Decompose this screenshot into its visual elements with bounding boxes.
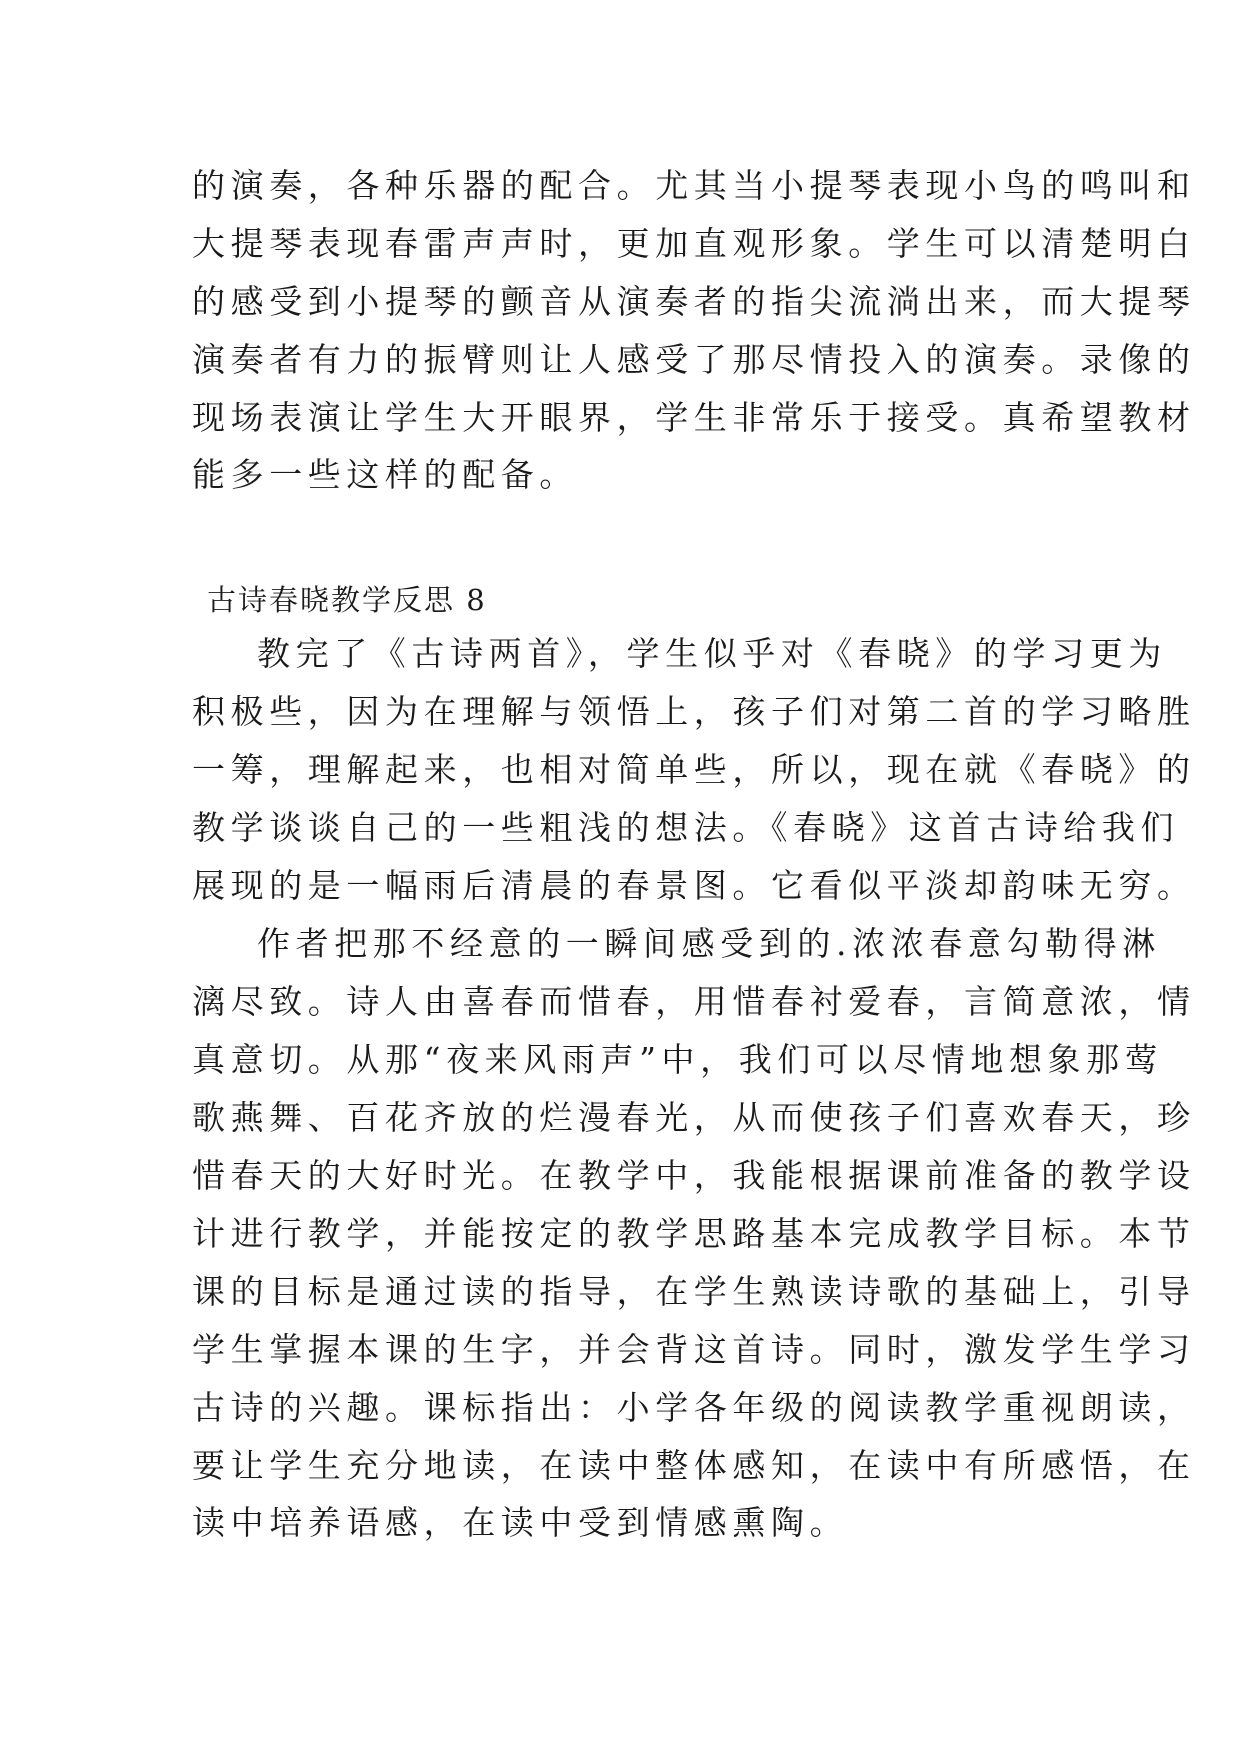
paragraph2-line-9: 古诗的兴趣。课标指出：小学各年级的阅读教学重视朗读，: [192, 1388, 1196, 1427]
paragraph1-line-1: 教完了《古诗两首》，学生似乎对《春晓》的学习更为: [257, 634, 1167, 673]
paragraph1-line-3: 一筹，理解起来，也相对简单些，所以，现在就《春晓》的: [192, 750, 1196, 789]
intro-line-6: 能多一些这样的配备。: [192, 455, 578, 494]
section-title: 古诗春晓教学反思 8: [207, 583, 487, 617]
paragraph2-line-7: 课的目标是通过读的指导，在学生熟读诗歌的基础上，引导: [192, 1272, 1196, 1311]
paragraph1-line-2: 积极些，因为在理解与领悟上，孩子们对第二首的学习略胜: [192, 692, 1196, 731]
paragraph1-line-5: 展现的是一幅雨后清晨的春景图。它看似平淡却韵味无穷。: [192, 866, 1196, 905]
intro-line-5: 现场表演让学生大开眼界，学生非常乐于接受。真希望教材: [192, 398, 1196, 437]
intro-line-1: 的演奏，各种乐器的配合。尤其当小提琴表现小鸟的鸣叫和: [192, 166, 1196, 205]
paragraph2-line-6: 计进行教学，并能按定的教学思路基本完成教学目标。本节: [192, 1214, 1196, 1253]
paragraph2-line-5: 惜春天的大好时光。在教学中，我能根据课前准备的教学设: [192, 1156, 1196, 1195]
paragraph2-line-4: 歌燕舞、百花齐放的烂漫春光，从而使孩子们喜欢春天，珍: [192, 1098, 1196, 1137]
paragraph2-line-8: 学生掌握本课的生字，并会背这首诗。同时，激发学生学习: [192, 1330, 1196, 1369]
paragraph2-line-2: 漓尽致。诗人由喜春而惜春，用惜春衬爱春，言简意浓，情: [192, 982, 1196, 1021]
paragraph1-line-4: 教学谈谈自己的一些粗浅的想法。《春晓》这首古诗给我们: [192, 808, 1180, 847]
paragraph2-line-3: 真意切。从那“夜来风雨声”中，我们可以尽情地想象那莺: [192, 1040, 1164, 1079]
intro-line-2: 大提琴表现春雷声声时，更加直观形象。学生可以清楚明白: [192, 224, 1196, 263]
paragraph2-line-10: 要让学生充分地读，在读中整体感知，在读中有所感悟，在: [192, 1446, 1196, 1485]
intro-line-3: 的感受到小提琴的颤音从演奏者的指尖流淌出来，而大提琴: [192, 282, 1196, 321]
paragraph2-line-11: 读中培养语感，在读中受到情感熏陶。: [192, 1503, 849, 1542]
paragraph2-line-1: 作者把那不经意的一瞬间感受到的.浓浓春意勾勒得淋: [257, 924, 1161, 963]
intro-line-4: 演奏者有力的振臂则让人感受了那尽情投入的演奏。录像的: [192, 340, 1196, 379]
